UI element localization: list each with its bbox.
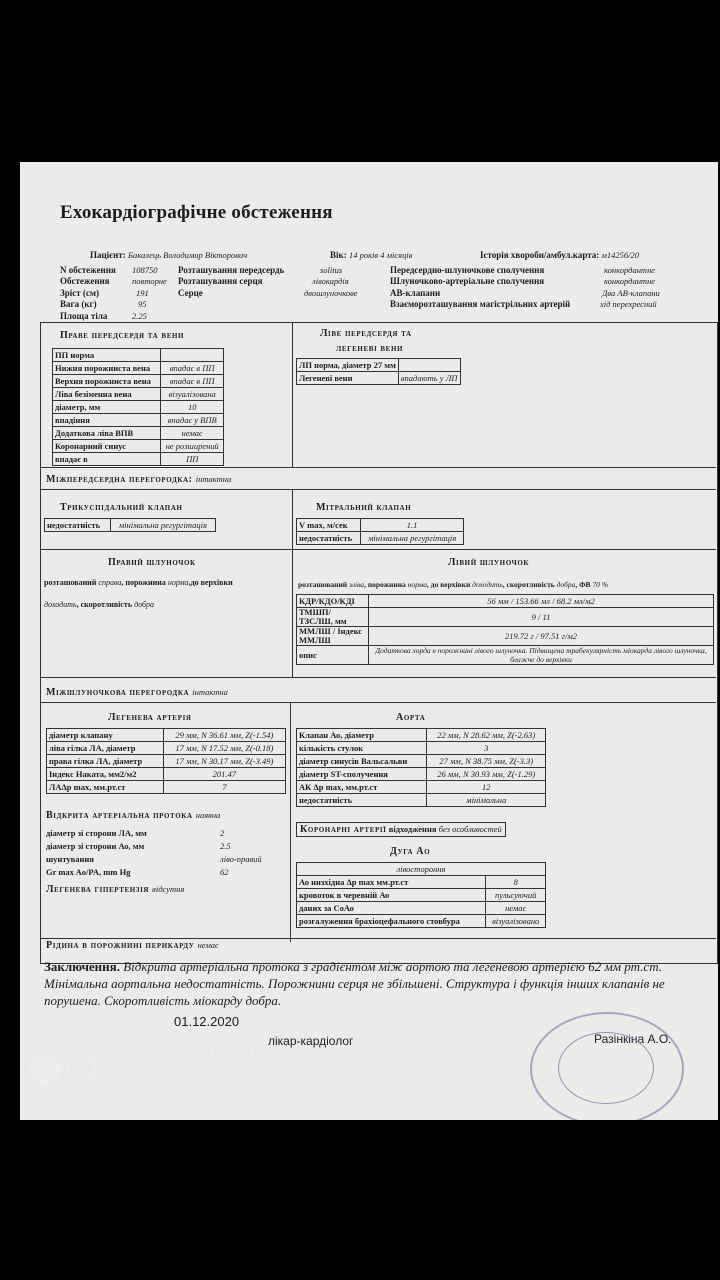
aorta-title: Аорта xyxy=(396,712,426,723)
table-row xyxy=(297,532,464,545)
patient-line: Пацієнт: Бакалець Володимир Вікторович xyxy=(90,250,248,260)
row-label: кровоток в черевній Ао xyxy=(297,889,486,902)
watermark-dot-filled xyxy=(30,1054,60,1084)
row-label: недостатність xyxy=(297,532,361,545)
row-value: 17 мм, N 17.52 мм, Z(-0.18) xyxy=(163,742,285,755)
row-value: 10 xyxy=(161,401,224,414)
row-label: права гілка ЛА, діаметр xyxy=(47,755,164,768)
row-label: ЛП норма, діаметр 27 мм xyxy=(297,359,399,372)
row-label: кількість стулок xyxy=(297,742,427,755)
table-row xyxy=(53,440,224,453)
table-row xyxy=(297,889,546,902)
tricuspid-title: Трикуспідальний клапан xyxy=(60,502,183,513)
row-label: недостатність xyxy=(45,519,111,532)
stamp-seal-inner xyxy=(558,1032,654,1104)
left-atrium-title-2: легеневі вени xyxy=(336,343,404,354)
pulm-artery-table xyxy=(46,728,286,794)
duct-value: 2 xyxy=(220,828,225,838)
age-line: Вік: 14 років 4 місяців xyxy=(330,250,413,260)
table-row xyxy=(53,362,224,375)
row-label: Коронарний синус xyxy=(53,440,161,453)
row-value: 1.1 xyxy=(361,519,464,532)
table-row xyxy=(47,742,286,755)
table-row xyxy=(297,915,546,928)
pulm-artery-title: Легенева артерія xyxy=(108,712,192,723)
table-row xyxy=(47,729,286,742)
table-row xyxy=(297,627,714,646)
table-row xyxy=(297,595,714,608)
document-sheet: Ехокардіографічне обстеження Пацієнт: Бакалець Володимир Вікторович Вік: 14 років 4 місяців Історія хвороби/амбул.карта: м14256/20 N обстеження 108750 Обстеження повторне Зріст (см) 191 Вага (кг) 95 Площа тіла 2.25 Розташування передсердь solitus Розташування серця лівокардія Серце двошлуночкове Передсердно-шлуночкове сполучення конкордантне Шлуночково-артеріальне сполучення конкордантне АВ-клапани Два АВ-клапани Взаєморозташування магістрільних артерій хід перехресний Праве передсердя та вени ПП норма Нижня порожниста вена впадає в ПП Верхня порожниста вена впадає в ПП Ліва безіменна вена візуалізована діаметр, мм 10 впадіння впадає у ВПВ Додаткова ліва ВПВ немає Коронарний синус не розширений впадає в ПП Ліве передсердя та легеневі вени ЛП норма, діаметр 27 мм Легеневі вени впадають у ЛП Міжпередсердна перегородка: інтактна Трикуспідальний клапан недостатність мінімальна регургітація Мітральний клапан V max, м/сек 1.1 недостатність мінімальна регургітація Правий шлуночок розташований справа, порожнина норма,до верхівки доходить, скоротливість добра Лівий шлуночок розташований зліва, порожнина норма, до верхівки доходить, скоротливість добра, ФВ 70 % КДР/КДО/КДІ 56 мм / 153.66 мл / 68.2 мл/м2 ТМШП/ ТЗСЛШ, мм 9 / 11 ММЛШ / Індекс ММЛШ 219.72 г / 97.51 г/м2 опис Додаткова хорда в порожнині лівого шлуночка. Підвищена трабекулярність міокарда лівого шлуночка, ближче до верхівки Міжшлуночкова перегородка інтактна Легенева артерія діаметр клапану 29 мм, N 36.61 мм, Z(-1.54) ліва гілка ЛА, діаметр 17 мм, N 17.52 мм, Z(-0.18) права гілка ЛА, діаметр 17 мм, N 30.17 мм, Z(-3.49) Індекс Наката, мм2/м2 201.47 ЛАΔр max, мм.рт.ст 7 Аорта Клапан Ао, діаметр 22 мм, N 28.62 мм, Z(-2.63) кількість стулок 3 діаметр синусів Вальсальви 27 мм, N 38.75 мм, Z(-3.3) діаметр ST-сполучення 26 мм, N 30.93 мм, Z(-1.29) АК Δр max, мм.рт.ст 12 недостатність мінімальна Відкрита артеріальна протока наявна діаметр зі сторони ЛА, мм 2 діаметр зі сторони Ао, мм 2.5 шунтування ліво-правий Gr max Ao/PA, mm Hg 62 Коронарні артерії відходження без особливостей Дуга Ао лівостороння Ао низхідна Δр max мм.рт.ст 8 кровоток в черевній Ао пульсуючий даних за СоАо немає розгалуження брахіоцефального стовбура візуалізовано Легенева гіпертензія відсутня Рідина в порожнині перикарду немає Заключення. Відкрита артеріальна протока з градієнтом між аортою та легеневою артерією 62 мм рт.ст. Мінімальна аортальна недостатність. Порожнини серця не збільшені. Структура і функція інших клапанів не порушена. Скоротливість міокарду добра. 01.12.2020 лікар-кардіолог Разінкіна А.О. xyxy=(20,162,718,1120)
doctor-name: Разінкіна А.О. xyxy=(594,1032,672,1046)
duct-title: Відкрита артеріальна протока наявна xyxy=(46,810,221,821)
row-label: недостатність xyxy=(297,794,427,807)
coronary-box: Коронарні артерії відходження без особливостей xyxy=(296,822,506,837)
table-row xyxy=(53,375,224,388)
row-value: 29 мм, N 36.61 мм, Z(-1.54) xyxy=(163,729,285,742)
row-value: 9 / 11 xyxy=(369,608,714,627)
row-label: впадіння xyxy=(53,414,161,427)
row-label: Додаткова ліва ВПВ xyxy=(53,427,161,440)
row-label: розгалуження брахіоцефального стовбура xyxy=(297,915,486,928)
pericardium: Рідина в порожнині перикарду немає xyxy=(46,940,219,951)
row-value: ПП xyxy=(161,453,224,466)
row-label: впадає в xyxy=(53,453,161,466)
row-value: немає xyxy=(161,427,224,440)
table-row xyxy=(53,414,224,427)
lv-line-1: розташований зліва, порожнина норма, до верхівки доходить, скоротливість добра, ФВ 70 % xyxy=(298,580,609,589)
table-row xyxy=(53,453,224,466)
row-value: впадає в ПП xyxy=(161,362,224,375)
row-value: 3 xyxy=(427,742,546,755)
row-label: Нижня порожниста вена xyxy=(53,362,161,375)
pulm-hypertension: Легенева гіпертензія відсутня xyxy=(46,884,185,895)
row-label: Ао низхідна Δр max мм.рт.ст xyxy=(297,876,486,889)
ventricular-septum: Міжшлуночкова перегородка інтактна xyxy=(46,687,228,698)
table-row xyxy=(297,755,546,768)
row-value: 219.72 г / 97.51 г/м2 xyxy=(369,627,714,646)
row-label: Легеневі вени xyxy=(297,372,399,385)
row-value: мінімальна регургітація xyxy=(361,532,464,545)
row-value: 201.47 xyxy=(163,768,285,781)
left-atrium-table xyxy=(296,358,461,385)
row-label: ТМШП/ ТЗСЛШ, мм xyxy=(297,608,369,627)
table-row xyxy=(47,755,286,768)
row-value: 7 xyxy=(163,781,285,794)
table-row xyxy=(53,388,224,401)
conclusion-date: 01.12.2020 xyxy=(174,1014,240,1029)
row-label: діаметр ST-сполучення xyxy=(297,768,427,781)
rv-line-1: розташований справа, порожнина норма,до верхівки xyxy=(44,578,233,587)
row-value: 17 мм, N 30.17 мм, Z(-3.49) xyxy=(163,755,285,768)
arch-table: лівостороння Ао низхідна Δр max мм.рт.ст 8 кровоток в черевній Ао пульсуючий даних за СоАо немає розгалуження брахіоцефального стовбура візуалізовано xyxy=(296,862,546,928)
table-row xyxy=(53,427,224,440)
table-row xyxy=(53,401,224,414)
watermark-line-1: SHOT ON REDMI 7 xyxy=(114,1046,276,1065)
mitral-table xyxy=(296,518,464,545)
arch-title: Дуга Ао xyxy=(390,846,431,857)
atrial-septum: Міжпередсердна перегородка: інтактна xyxy=(46,474,232,485)
table-row xyxy=(45,519,216,532)
row-label: ліва гілка ЛА, діаметр xyxy=(47,742,164,755)
table-row xyxy=(297,608,714,627)
table-row xyxy=(47,781,286,794)
watermark-line-2: AI DUAL CAMERA xyxy=(114,1070,266,1089)
row-label: діаметр синусів Вальсальви xyxy=(297,755,427,768)
row-value: 22 мм, N 28.62 мм, Z(-2.63) xyxy=(427,729,546,742)
row-label: Ліва безіменна вена xyxy=(53,388,161,401)
row-label: ЛАΔр max, мм.рт.ст xyxy=(47,781,164,794)
doctor-role: лікар-кардіолог xyxy=(268,1034,354,1048)
table-row xyxy=(47,768,286,781)
row-label: діаметр клапану xyxy=(47,729,164,742)
row-label: Індекс Наката, мм2/м2 xyxy=(47,768,164,781)
row-label: V max, м/сек xyxy=(297,519,361,532)
table-row xyxy=(297,902,546,915)
row-value: 8 xyxy=(486,876,546,889)
row-value: немає xyxy=(486,902,546,915)
row-value: 27 мм, N 38.75 мм, Z(-3.3) xyxy=(427,755,546,768)
row-value: Додаткова хорда в порожнині лівого шлуночка. Підвищена трабекулярність міокарда лівого шлуночка, ближче до верхівки xyxy=(369,646,714,665)
table-row xyxy=(297,876,546,889)
row-value: 26 мм, N 30.93 мм, Z(-1.29) xyxy=(427,768,546,781)
row-label: АК Δр max, мм.рт.ст xyxy=(297,781,427,794)
right-atrium-title: Праве передсердя та вени xyxy=(60,330,185,341)
row-label: ПП норма xyxy=(53,349,161,362)
row-value: впадає у ВПВ xyxy=(161,414,224,427)
history-line: Історія хвороби/амбул.карта: м14256/20 xyxy=(480,250,640,260)
duct-label: діаметр зі сторони ЛА, мм xyxy=(46,828,147,838)
row-label: діаметр, мм xyxy=(53,401,161,414)
watermark-dot-ring xyxy=(66,1054,96,1084)
conclusion: Заключення. Відкрита артеріальна протока з градієнтом між аортою та легеневою артерією 62 мм рт.ст. Мінімальна аортальна недостатність. Порожнини серця не збільшені. Структура і функція інших клапанів не порушена. Скоротливість міокарду добра. xyxy=(44,959,665,1008)
lv-table xyxy=(296,594,714,665)
rv-line-2: доходить, скоротливість добра xyxy=(44,600,155,609)
row-value: впадають у ЛП xyxy=(398,372,460,385)
row-label: опис xyxy=(297,646,369,665)
table-row xyxy=(297,359,461,372)
table-row xyxy=(297,768,546,781)
tricuspid-table xyxy=(44,518,216,532)
row-value: не розширений xyxy=(161,440,224,453)
row-value: впадає в ПП xyxy=(161,375,224,388)
row-label: Клапан Ао, діаметр xyxy=(297,729,427,742)
left-atrium-title-1: Ліве передсердя та xyxy=(320,328,412,339)
row-label: Верхня порожниста вена xyxy=(53,375,161,388)
mitral-title: Мітральний клапан xyxy=(316,502,412,513)
duct-label: Gr max Ao/PA, mm Hg xyxy=(46,867,131,877)
row-value: мінімальна регургітація xyxy=(110,519,215,532)
table-row xyxy=(297,794,546,807)
page-title: Ехокардіографічне обстеження xyxy=(60,202,333,223)
duct-label: шунтування xyxy=(46,854,94,864)
row-value: візуалізовано xyxy=(486,915,546,928)
lv-title: Лівий шлуночок xyxy=(448,557,530,568)
table-row xyxy=(297,372,461,385)
aorta-table xyxy=(296,728,546,807)
row-value: мінімальна xyxy=(427,794,546,807)
duct-value: 2.5 xyxy=(220,841,231,851)
row-value: 56 мм / 153.66 мл / 68.2 мл/м2 xyxy=(369,595,714,608)
row-value xyxy=(398,359,460,372)
rv-title: Правий шлуночок xyxy=(108,557,196,568)
row-value: візуалізована xyxy=(161,388,224,401)
right-atrium-table xyxy=(52,348,224,466)
row-label: КДР/КДО/КДІ xyxy=(297,595,369,608)
table-row xyxy=(297,519,464,532)
duct-value: ліво-правий xyxy=(220,854,262,864)
duct-value: 62 xyxy=(220,867,229,877)
row-value: 12 xyxy=(427,781,546,794)
table-row xyxy=(297,646,714,665)
row-label: даних за СоАо xyxy=(297,902,486,915)
row-value xyxy=(161,349,224,362)
table-row xyxy=(297,781,546,794)
table-row xyxy=(297,729,546,742)
table-row xyxy=(297,742,546,755)
duct-label: діаметр зі сторони Ао, мм xyxy=(46,841,145,851)
row-value: пульсуючий xyxy=(486,889,546,902)
table-row xyxy=(53,349,224,362)
row-label: ММЛШ / Індекс ММЛШ xyxy=(297,627,369,646)
